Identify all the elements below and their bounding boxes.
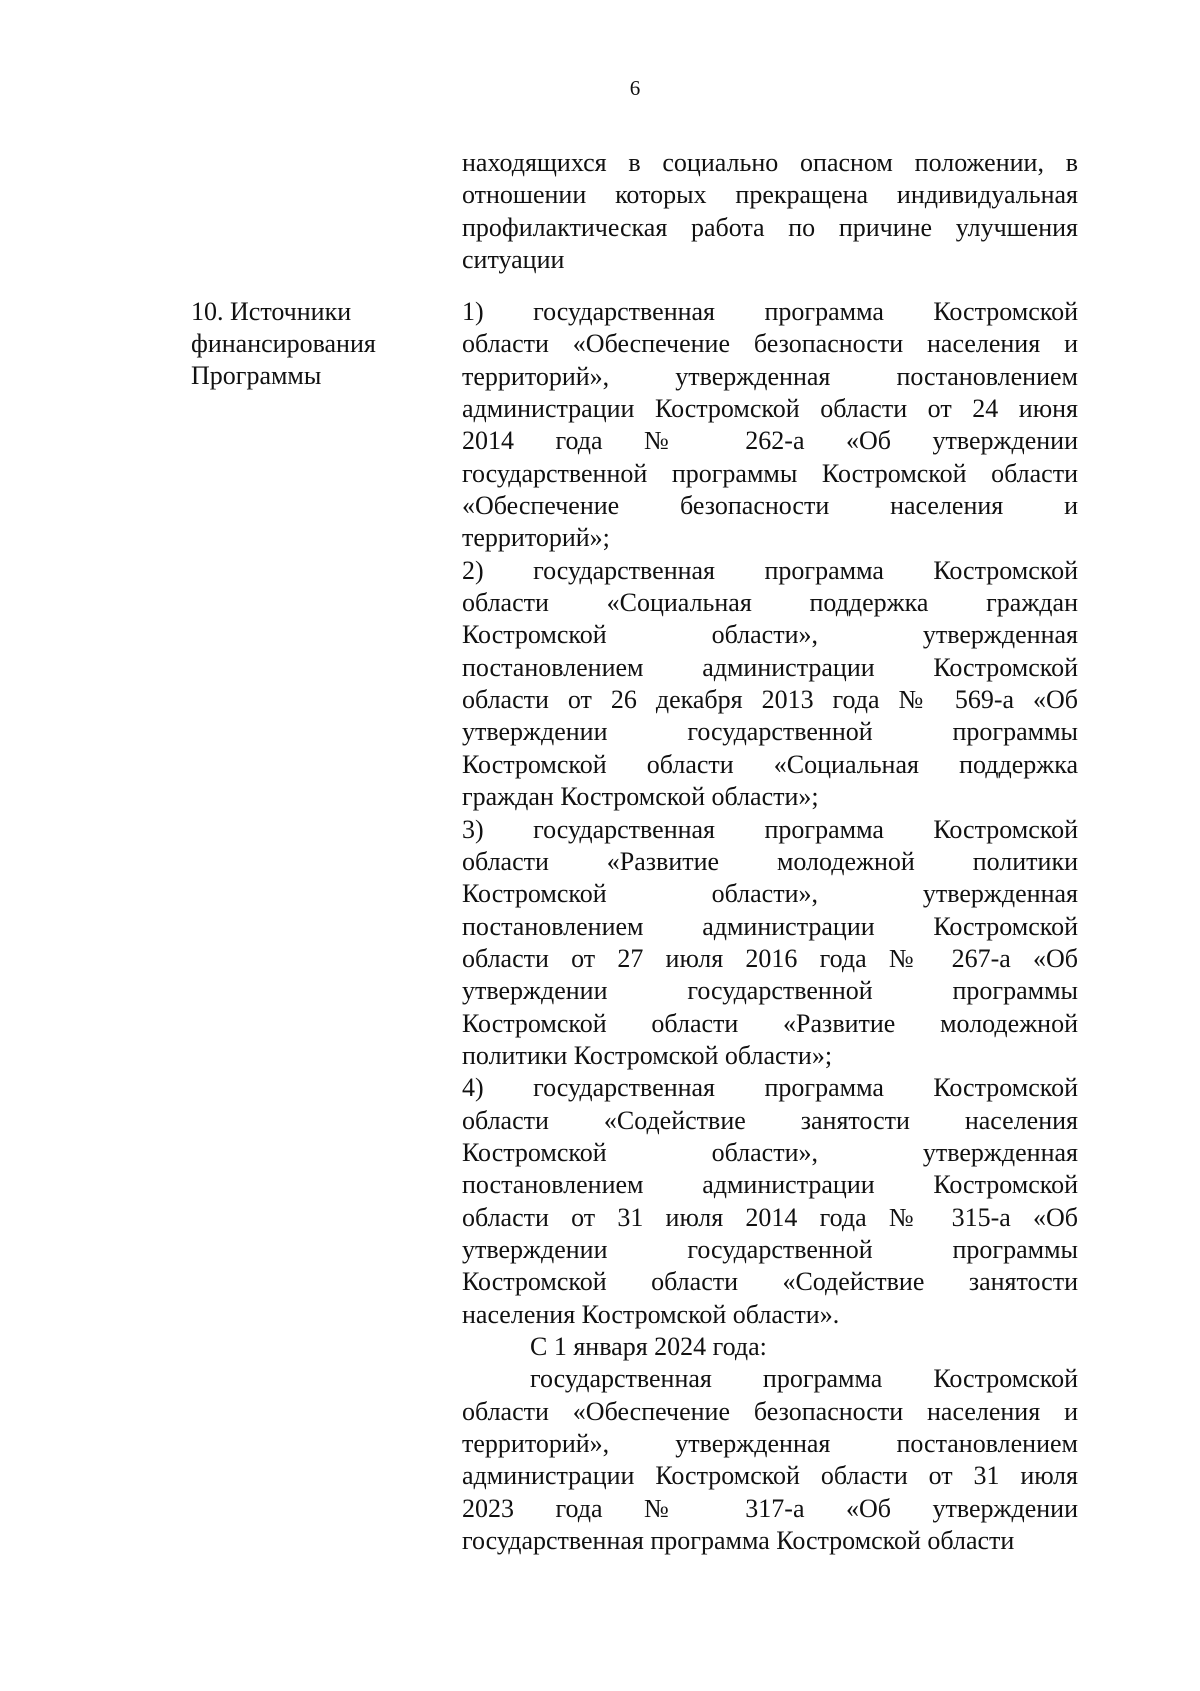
text-line: профилактическая работа по причине улучшения bbox=[462, 212, 1078, 242]
text-line: территорий»; bbox=[462, 523, 610, 553]
text-line: администрации Костромской области от 31 июля bbox=[462, 1461, 1078, 1491]
text-line: «Обеспечение безопасности населения и bbox=[462, 491, 1078, 521]
text-line: 2014 года № 262-а «Об утверждении bbox=[462, 426, 1078, 456]
text-line: постановлением администрации Костромской bbox=[462, 911, 1078, 941]
text-line: области от 31 июля 2014 года № 315-а «Об bbox=[462, 1202, 1078, 1232]
page-number: 6 bbox=[629, 76, 641, 100]
text-line: Костромской области», утвержденная bbox=[462, 620, 1078, 650]
text-line: утверждении государственной программы bbox=[462, 1234, 1078, 1264]
text-line: территорий», утвержденная постановлением bbox=[462, 1429, 1078, 1459]
continuation-text bbox=[462, 147, 1078, 276]
text-line: области от 27 июля 2016 года № 267-а «Об bbox=[462, 943, 1078, 973]
label-line: Программы bbox=[191, 361, 322, 390]
text-line: области от 26 декабря 2013 года № 569-а «Об bbox=[462, 685, 1078, 715]
text-line: Костромской области «Содействие занятости bbox=[462, 1267, 1078, 1297]
text-line: государственная программа Костромской bbox=[530, 1364, 1078, 1394]
text-line: находящихся в социально опасном положении, в bbox=[462, 148, 1078, 177]
text-line: граждан Костромской области»; bbox=[462, 782, 819, 812]
label-line: 10. Источники bbox=[191, 297, 352, 326]
text-line: государственная программа Костромской области bbox=[462, 1526, 1015, 1556]
label-line: финансирования bbox=[191, 329, 376, 358]
text-line: населения Костромской области». bbox=[462, 1299, 840, 1329]
text-line: утверждении государственной программы bbox=[462, 976, 1078, 1006]
text-line: политики Костромской области»; bbox=[462, 1040, 833, 1070]
text-line: ситуации bbox=[462, 245, 565, 275]
text-line: Костромской области «Социальная поддержка bbox=[462, 749, 1078, 779]
text-line: утверждении государственной программы bbox=[462, 717, 1078, 747]
section-10-label bbox=[191, 296, 421, 392]
text-line: области «Содействие занятости населения bbox=[462, 1105, 1078, 1135]
text-line: области «Обеспечение безопасности населения и bbox=[462, 1396, 1078, 1426]
text-line: 1) государственная программа Костромской bbox=[462, 297, 1078, 326]
text-line: администрации Костромской области от 24 июня bbox=[462, 394, 1078, 424]
text-line: 2023 года № 317-а «Об утверждении bbox=[462, 1493, 1078, 1523]
text-line: области «Социальная поддержка граждан bbox=[462, 588, 1078, 618]
text-line: постановлением администрации Костромской bbox=[462, 652, 1078, 682]
text-line: Костромской области», утвержденная bbox=[462, 879, 1078, 909]
text-line: 2) государственная программа Костромской bbox=[462, 555, 1078, 585]
text-line: области «Развитие молодежной политики bbox=[462, 846, 1078, 876]
text-line: отношении которых прекращена индивидуальная bbox=[462, 180, 1078, 210]
text-line: 4) государственная программа Костромской bbox=[462, 1073, 1078, 1103]
text-line: Костромской области», утвержденная bbox=[462, 1137, 1078, 1167]
text-line: постановлением администрации Костромской bbox=[462, 1170, 1078, 1200]
text-line: государственной программы Костромской области bbox=[462, 458, 1078, 488]
section-10-content bbox=[462, 296, 1078, 1557]
text-line: Костромской области «Развитие молодежной bbox=[462, 1008, 1078, 1038]
text-line: территорий», утвержденная постановлением bbox=[462, 361, 1078, 391]
text-line: С 1 января 2024 года: bbox=[530, 1332, 767, 1361]
text-line: 3) государственная программа Костромской bbox=[462, 814, 1078, 844]
text-line: области «Обеспечение безопасности населения и bbox=[462, 329, 1078, 359]
